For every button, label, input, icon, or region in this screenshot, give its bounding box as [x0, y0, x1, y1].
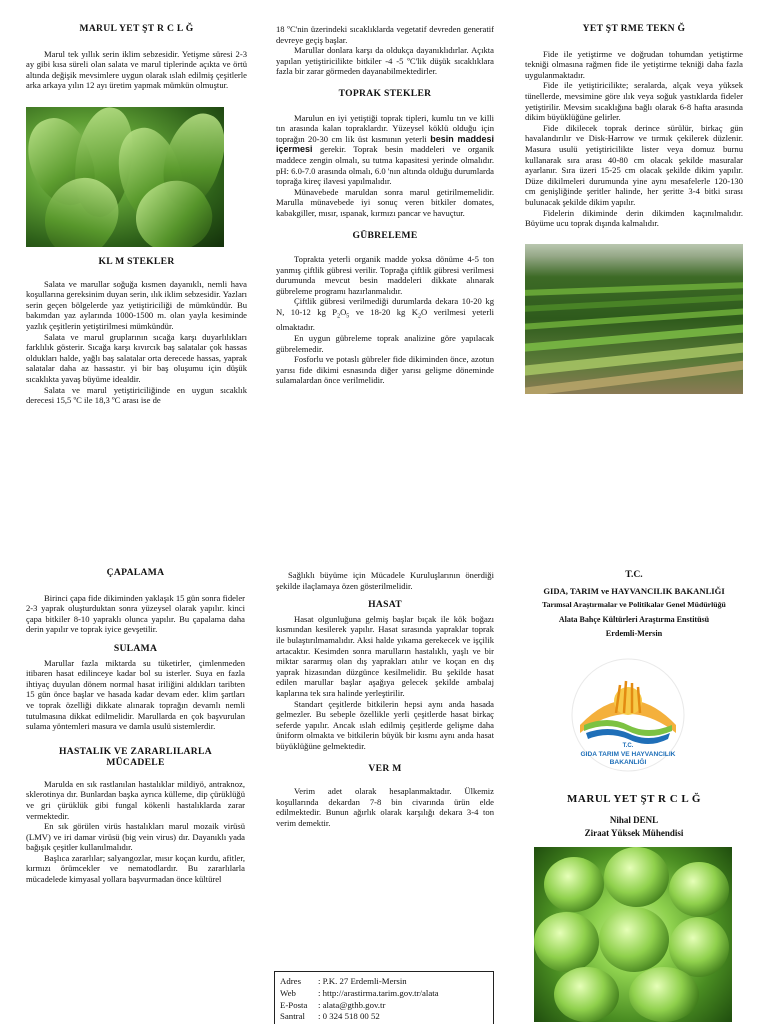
- soil-bold-text: besin maddesi içermesi: [276, 133, 495, 155]
- fertilizer-paragraph-2: Çiftlik gübresi verilmediği durumlarda dekara 10-20 kg N, 10-12 kg $P_2O_5$ ve 18-20 kg $K_2O$ verilmesi yeterli olmaktadır.: [276, 296, 494, 333]
- frost-paragraph: Marullar donlara karşı da oldukça dayanıklıdırlar. Açıkta yapılan yetiştiricilikte bitkiler -4 -5 ºC'lik düşük sıcaklıklara fazla bir zarar görmeden dayanabilmektedirler.: [276, 45, 494, 77]
- spraying-paragraph: Sağlıklı büyüme için Mücadele Kuruluşlarının önerdiği şekilde ilaçlamaya özen gösterilmelidir.: [276, 570, 494, 591]
- section-irrigation-title: SULAMA: [113, 642, 158, 654]
- section-disease-title: HASTALIK VE ZARARLILARLA MÜCADELE: [59, 745, 212, 768]
- section-fertilizer-title: GÜBRELEME: [352, 229, 418, 241]
- panel-1: [26, 24, 247, 406]
- climate-paragraph-2: Salata ve marul gruplarının sıcağa karşı duyarlılıkları farklılık gösterir. Sıcağa karşı kıvırcık baş salatalar çok hassas oldukları halde, yağlı baş salatalar orta derecede hassas, yaprak salatalar daha az hassastır. yi bir baş oluşumu için düşük sıcaklıkta yavaş büyüme idealdir.: [26, 331, 247, 384]
- cover-institute: Alata Bahçe Kültürleri Araştırma Enstitüsü: [558, 614, 710, 624]
- cover-author-role: Ziraat Yüksek Mühendisi: [584, 828, 684, 838]
- lettuce-field-photo: [525, 244, 743, 394]
- panel-6-cover: [516, 570, 752, 640]
- soil-paragraph-1: Marulun en iyi yetiştiği toprak tipleri, kumlu tın ve killi tın arasında kalan topraklardır. Yüzeysel köklü olduğu için toprağın 20-30 cm lik üst kısmının yeterli besin maddesi içermesi gerekir. Toprak besin maddeleri ve organik maddece zengin olmalı, su tutma kapasitesi yerinde olmalıdır. pH: 6.0-7.0 arasında olmalı, 6.0 'nın altında olduğu durumlarda toprağa kireç ilavesi yapılmalıdır.: [276, 112, 495, 187]
- growing-paragraph-4: Fidelerin dikiminde derin dikimden kaçınılmalıdır. Büyüme ucu toprak dışında kalmalıdır.: [525, 207, 743, 229]
- section-soil-title: TOPRAK STEKLER: [338, 87, 432, 99]
- ministry-logo: [568, 655, 688, 775]
- panel-4: [26, 568, 245, 885]
- panel-3: [525, 24, 743, 394]
- contact-box: [274, 971, 494, 1024]
- section-harvest-title: HASAT: [368, 599, 402, 611]
- disease-paragraph-1: Marulda en sık rastlanılan hastalıklar mildiyö, antraknoz, sklerotinya dır. Bunlardan başka ayrıca külleme, dip çürüklüğü ve gri çürüklük gibi fungal kökenli hastalıklarda zarar vermektedir.: [26, 778, 245, 821]
- contact-phone: Santral : 0 324 518 00 52: [280, 1011, 380, 1022]
- panel-2: [276, 24, 494, 386]
- cover-title: MARUL YET ŞT R C L Ğ: [567, 793, 701, 805]
- section-hoeing-title: ÇAPALAMA: [106, 567, 165, 578]
- growing-paragraph-2: Fide ile yetiştiricilikte; seralarda, alçak veya yüksek tünellerde, mevsimine göre ılık veya soğuk yastıklarda fideler yetiştirilir. Mevsim sıcaklığına bağlı olarak 6-8 hafta arasında dikim büyüklüğüne gelirler.: [525, 80, 743, 123]
- cover-tc: T.C.: [625, 569, 643, 580]
- section-yield-title: VER M: [368, 762, 402, 774]
- irrigation-paragraph: Marullar fazla miktarda su tüketirler, çimlenmeden itibaren hasat edilinceye kadar bol su isterler. Suya en fazla ihtiyaç duyulan dönem normal hasat iriliğini aldıkları taribten 15 gün önce başlar ve hasada kadar devam eder. klim şartları ve toprak özelliği dikkate alınarak toprağın devamlı nemli tutulmasına dikkat edilmelidir. Marullarda en çok başvurulan sulama yöntemleri masura ve damla usulü sistemlerdir.: [26, 657, 245, 732]
- contact-web[interactable]: Web : http://arastirma.tarim.gov.tr/alata: [280, 987, 439, 998]
- contact-email[interactable]: E-Posta : alata@gthb.gov.tr: [280, 999, 386, 1010]
- cover-lettuce-photo: [534, 847, 732, 1022]
- growing-paragraph-3: Fide dikilecek toprak derince sürülür, birkaç gün havalandırılır ve Disk-Harrow ve tırmık çekilerek düzlenir. Masura usulü yetiştiricilikte lister veya domuz burnu kullanarak sıra arası 40-80 cm olacak şekilde masuralar ayarlanır. Sıra üzeri 15-25 cm olacak şekilde dikim yapılır. Düze dikilmeleri durumunda yine aynı mesafelerle 120-130 cm genişliğinde şeritler halinde, her şeritte 3-4 bitki sırası bulunacak şekilde dikim yapılır.: [525, 122, 743, 207]
- lettuce-photo: [26, 107, 224, 247]
- cover-department: Tarımsal Araştırmalar ve Politikalar Genel Müdürlüğü: [542, 600, 726, 610]
- disease-paragraph-3: Başlıca zararlılar; salyangozlar, mısır koçan kurdu, afitler, kırmızı örümcekler ve nematodlardır. Bu zararlılarla mücadelede kimyasal yollara başvurmadan önce kültürel: [26, 852, 245, 885]
- contact-address: Adres : P.K. 27 Erdemli-Mersin: [280, 976, 407, 986]
- intro-paragraph: Marul tek yıllık serin iklim sebzesidir. Yetişme süresi 2-3 ay gibi kısa süreli olan salata ve marul tiplerinde açıkta ve örtü altında değişik mevsimlere uygun olarak ıslah edilmiş çeşitlerle arka arkaya yılın 12 ayı üretim yapmak mümkün olmuştur.: [26, 48, 247, 91]
- section-climate-title: KL M STEKLER: [98, 255, 175, 267]
- fertilizer-paragraph-4: Fosforlu ve potaslı gübreler fide dikiminden önce, azotun yarısı fide dikimi esnasında diğer yarısı gelişme döneminde sulamalardan önce verilmelidir.: [276, 354, 494, 386]
- logo-line1: GIDA TARIM VE HAYVANCILIK: [580, 751, 676, 758]
- climate-paragraph-3: Salata ve marul yetiştiriciliğinde en uygun sıcaklık derecesi 15,5 ºC ile 18,3 ºC arası ise de: [26, 384, 247, 406]
- panel-5: [276, 570, 494, 828]
- cover-ministry: GIDA, TARIM ve HAYVANCILIK BAKANLIĞI: [543, 585, 725, 596]
- disease-paragraph-2: En sık görülen virüs hastalıkları marul mozaik virüsü (LMV) ve iri damar virüsü (big vein virus) dır. Dayanıklı yada bağışık çeşitler kullanılmalıdır.: [26, 821, 245, 853]
- growing-paragraph-1: Fide ile yetiştirme ve doğrudan tohumdan yetiştirme tekniği olmasına rağmen fide ile yetiştirme tekniği daha fazla uygulanmaktadır.: [525, 48, 743, 80]
- brochure-title: MARUL YET ŞT R C L Ğ: [79, 23, 194, 34]
- fertilizer-paragraph-1: Toprakta yeterli organik madde yoksa dönüme 4-5 ton yanmış çiftlik gübresi verilir. Toprağa çiftlik gübresi verilmesi durumunda mevcut besin maddeleri dikkate alınarak gübreleme programı hazırlanmalıdır.: [276, 254, 494, 296]
- yield-paragraph: Verim adet olarak hesaplanmaktadır. Ülkemiz koşullarında dekardan 7-8 bin civarında ürün elde edilmektedir. Bunun ağırlık olarak karşılığı dekara 3-4 ton verim demektir.: [276, 786, 494, 828]
- temperature-paragraph: 18 ºC'nin üzerindeki sıcaklıklarda vegetatif devreden generatif devreye geçiş başlar.: [276, 24, 494, 45]
- cover-author: Nihal DENL: [609, 815, 659, 825]
- soil-paragraph-2: Münavebede maruldan sonra marul getirilmemelidir. Marulla münavebede iyi sonuç veren bitkiler domates, kabakgiller, mısır, ıspanak, kırmızı pancar ve havuçtur.: [276, 186, 494, 218]
- climate-paragraph-1: Salata ve marullar soğuğa kısmen dayanıklı, nemli hava koşullarına gereksinim duyan serin, ılık iklim sebzesidir. Yazları serin geçen bölgelerde yaz yetiştiriciliği de mümkündür. Bu bakımdan yaz aylarında 1000-1500 m. olan yayla kesiminde yazlık çeşitlerin yetiştirilmesi mümkündür.: [26, 278, 248, 331]
- logo-line2: BAKANLIĞI: [609, 759, 647, 766]
- hoeing-paragraph: Birinci çapa fide dikiminden yaklaşık 15 gün sonra fideler 2-3 yaprak oluşturduktan sonra yüzeysel olarak yapılır. kinci çapa bitkiler 8-10 yapraklı olunca yapılır. Bu çapalama daha derin yapılır ve toprak iyice gevşetilir.: [26, 592, 245, 635]
- fertilizer-paragraph-3: En uygun gübreleme toprak analizine göre yapılacak gübrelemedir.: [276, 332, 494, 354]
- logo-tc: T.C.: [622, 743, 634, 749]
- section-growing-title: YET ŞT RME TEKN Ğ: [582, 23, 686, 34]
- harvest-paragraph-1: Hasat olgunluğuna gelmiş başlar bıçak ile kök boğazı kısmından kesilerek yapılır. Hasat sırasında yapraklar toprak ile bulaştırılmamalıdır. Aksi halde yıkama gerekecek ve işçilik artacaktır. Kesimden sonra marulların hastalıklı, yaşlı ve bir miktar sararmış olan dış yaprakları atılır ve koçan en dış yaprak hizasından düzgünce kesilmelidir. Bu şekilde hasat edilen marullar başlar aşağıya gelecek şekilde ambalaj kaplarına tek sıra halinde yerleştirilir.: [276, 613, 494, 698]
- harvest-paragraph-2: Standart çeşitlerde bitkilerin hepsi aynı anda hasada gelmezler. Bu sebeple özellikle yerli çeşitlerde hasat birkaç seferde yapılır. Ancak ıslah edilmiş çeşitlerde gelişme daha üniform olmakta ve bitkilerin büyük bir kısmı aynı anda hasat büyüklüğüne gelmektedir.: [276, 698, 494, 751]
- cover-city: Erdemli-Mersin: [605, 629, 663, 639]
